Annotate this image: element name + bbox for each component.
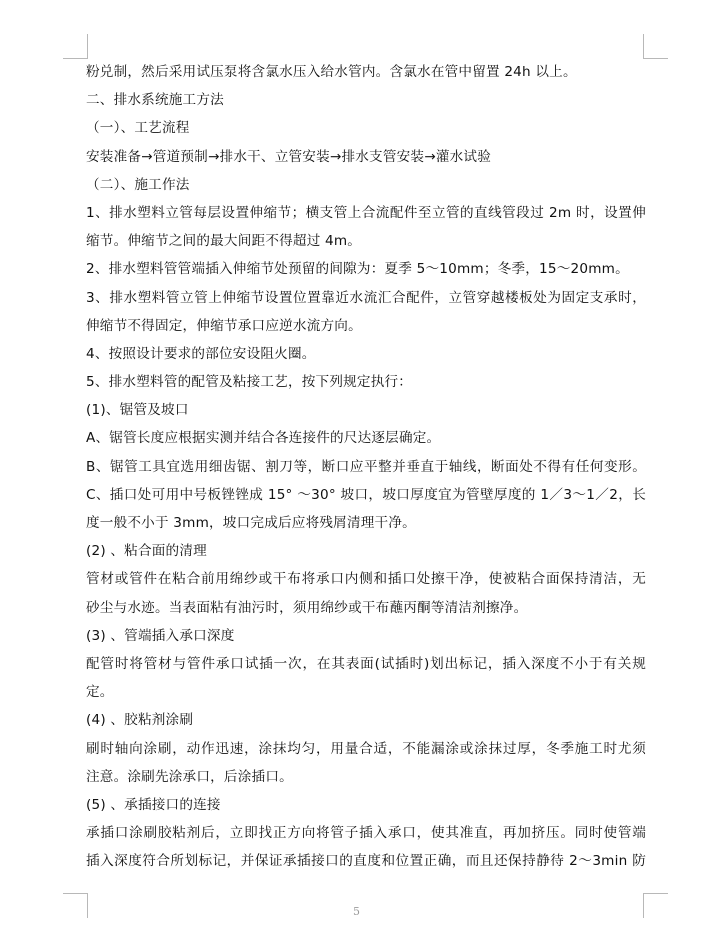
text-line: C、插口处可用中号板锉锉成 15° ～30° 坡口，坡口厚度宜为管壁厚度的 1／3～1／2，长	[86, 486, 646, 503]
process-flow-line: 安装准备→管道预制→排水干、立管安装→排水支管安装→灌水试验	[86, 148, 491, 165]
text-line: 缩节。伸缩节之间的最大间距不得超过 4m。	[86, 233, 362, 250]
text-line: 承插口涂刷胶粘剂后，立即找正方向将管子插入承口，使其准直，再加挤压。同时使管端	[86, 825, 646, 842]
text-line: 3、排水塑料管立管上伸缩节设置位置靠近水流汇合配件，立管穿越楼板处为固定支承时，	[86, 289, 646, 306]
text-line: 管材或管件在粘合前用绵纱或干布将承口内侧和插口处擦干净，使被粘合面保持清洁，无	[86, 571, 646, 588]
item-heading: (4) 、胶粘剂涂刷	[86, 712, 194, 729]
text-line: 刷时轴向涂刷，动作迅速，涂抹均匀，用量合适，不能漏涂或涂抹过厚，冬季施工时尤须	[86, 740, 646, 757]
item-heading: (2) 、粘合面的清理	[86, 543, 207, 560]
text-line: 插入深度符合所划标记，并保证承插接口的直度和位置正确，而且还保持静待 2～3min 防	[86, 853, 646, 870]
crop-mark-top-right	[643, 34, 668, 59]
page-number: 5	[353, 905, 360, 918]
text-line: 1、排水塑料立管每层设置伸缩节；横支管上合流配件至立管的直线管段过 2m 时，设置伸	[86, 204, 646, 221]
item-heading: (5) 、承插接口的连接	[86, 796, 221, 813]
text-line: 度一般不小于 3mm，坡口完成后应将残屑清理干净。	[86, 515, 416, 531]
item-heading: (1)、锯管及坡口	[86, 402, 189, 419]
text-line: 配管时将管材与管件承口试插一次，在其表面(试插时)划出标记，插入深度不小于有关规	[86, 655, 646, 672]
text-line: 2、排水塑料管管端插入伸缩节处预留的间隙为：夏季 5～10mm；冬季，15～20mm。	[86, 261, 629, 278]
text-line: 注意。涂刷先涂承口，后涂插口。	[86, 768, 293, 785]
text-line: B、锯管工具宜选用细齿锯、割刀等，断口应平整并垂直于轴线，断面处不得有任何变形。	[86, 458, 646, 475]
text-line: A、锯管长度应根据实测并结合各连接件的尺达逐层确定。	[86, 430, 441, 447]
text-line: 定。	[86, 684, 114, 701]
text-line: 4、按照设计要求的部位安设阻火圈。	[86, 345, 316, 362]
subsection-heading: （一）、工艺流程	[86, 120, 190, 137]
text-line: 砂尘与水迹。当表面粘有油污时，须用绵纱或干布蘸丙酮等清洁剂擦净。	[86, 599, 528, 616]
section-heading: 二、排水系统施工方法	[86, 92, 224, 109]
item-heading: (3) 、管端插入承口深度	[86, 627, 235, 644]
subsection-heading: （二）、施工作法	[86, 176, 190, 193]
document-body	[86, 58, 646, 875]
text-line: 伸缩节不得固定，伸缩节承口应逆水流方向。	[86, 317, 362, 334]
text-line: 5、排水塑料管的配管及粘接工艺，按下列规定执行：	[86, 374, 413, 391]
crop-mark-top-left	[63, 34, 88, 59]
text-line: 粉兑制，然后采用试压泵将含氯水压入给水管内。含氯水在管中留置 24h 以上。	[86, 64, 577, 80]
